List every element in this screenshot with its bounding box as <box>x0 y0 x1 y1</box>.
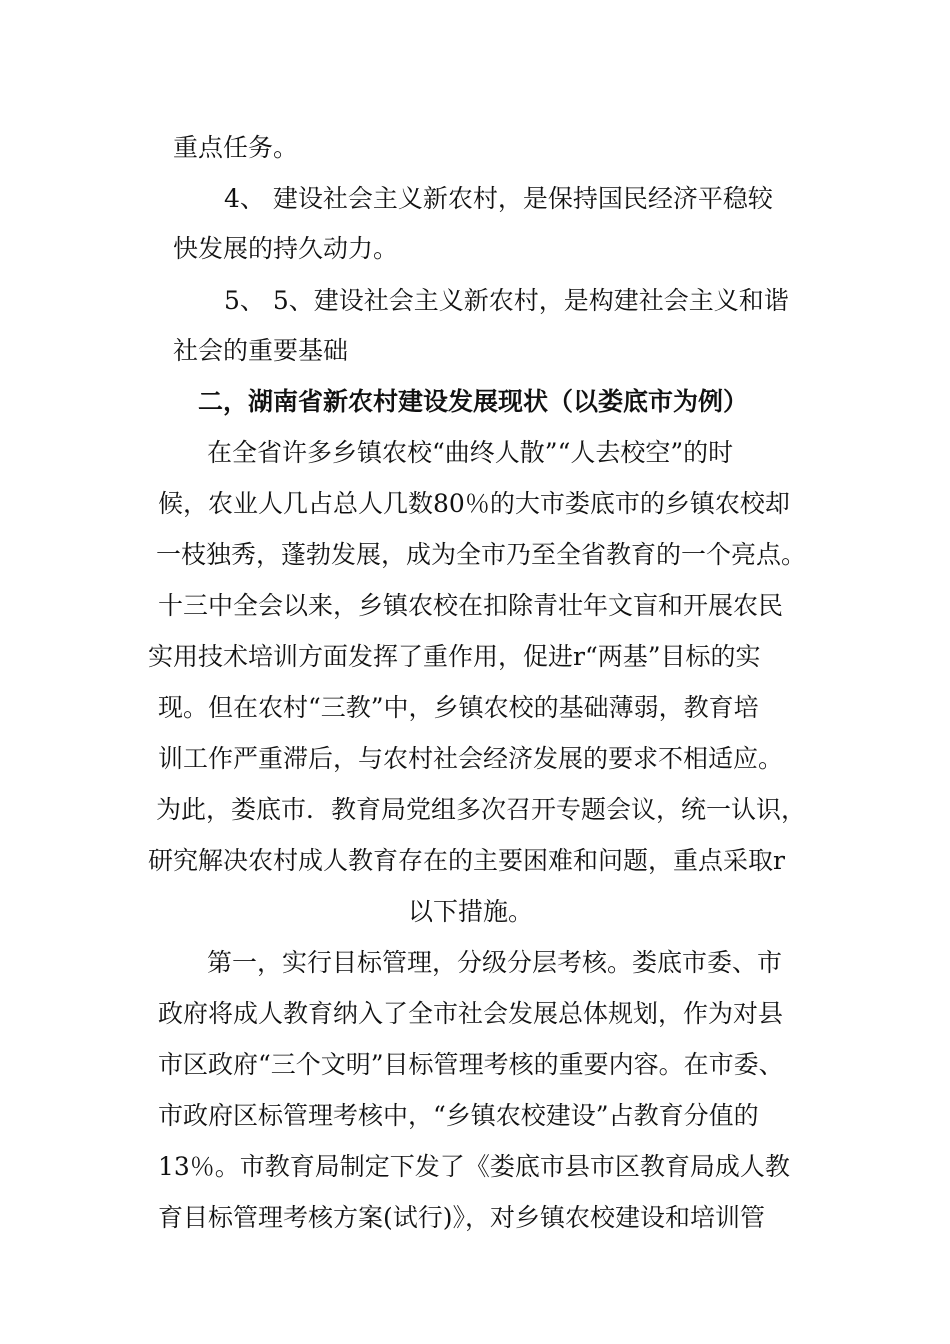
section-heading: 二，湖南省新农村建设发展现状（以娄底市为例） <box>198 387 749 416</box>
paragraph-line: 为此，娄底巿．教育局党组多次召开专题会议，统一认识， <box>156 795 807 824</box>
paragraph-line: 十三中全会以来，乡镇农校在扣除青壮年文盲和开展农民 <box>158 591 784 620</box>
paragraph-line: 育目标管理考核方案(试行)》，对乡镇农校建设和培训管 <box>158 1203 766 1232</box>
paragraph-line: 以下措施。 <box>408 897 534 926</box>
paragraph-line: 研究解决农村成人教育存在的主要困难和问题，重点采取r <box>148 846 785 875</box>
paragraph-line: 实用技术培训方面发挥了重作用，促进r“两基”目标的实 <box>148 642 761 671</box>
paragraph-line: 一枝独秀，蓬勃发展，成为全市乃至全省教育的一个亮点。 <box>156 540 807 569</box>
paragraph-line: 快发展的持久动力。 <box>173 234 399 263</box>
paragraph-line: 现。但在农村“三教”中，乡镇农校的基础薄弱，教育培 <box>158 693 759 722</box>
list-item-5: 5、 5、建设社会主义新农村，是构建社会主义和谐 <box>224 286 789 315</box>
paragraph-line: 市区政府“三个文明”目标管理考核的重要内容。在市委、 <box>158 1050 784 1079</box>
paragraph-line: 第一，实行目标管理，分级分层考核。娄底市委、市 <box>207 948 783 977</box>
paragraph-line: 社会的重要基础 <box>173 336 349 365</box>
paragraph-line: 市政府区标管理考核中，“乡镇农校建设”占教育分值的 <box>158 1101 759 1130</box>
paragraph-line: 重点任务。 <box>173 133 299 162</box>
paragraph-line: 政府将成人教育纳入了全市社会发展总体规划，作为对县 <box>158 999 784 1028</box>
list-item-4: 4、 建设社会主义新农村，是保持国民经济平稳较 <box>224 184 773 213</box>
paragraph-line: 候，农业人几占总人几数80％的大市娄底市的乡镇农校却 <box>158 489 790 518</box>
paragraph-line: 训工作严重滞后，与农村社会经济发展的要求不相适应。 <box>158 744 784 773</box>
paragraph-line: 在全省许多乡镇农校“曲终人散”“人去校空”的时 <box>207 438 734 467</box>
paragraph-line: 13％。市教育局制定下发了《娄底市县市区教育局成人教 <box>158 1152 790 1181</box>
